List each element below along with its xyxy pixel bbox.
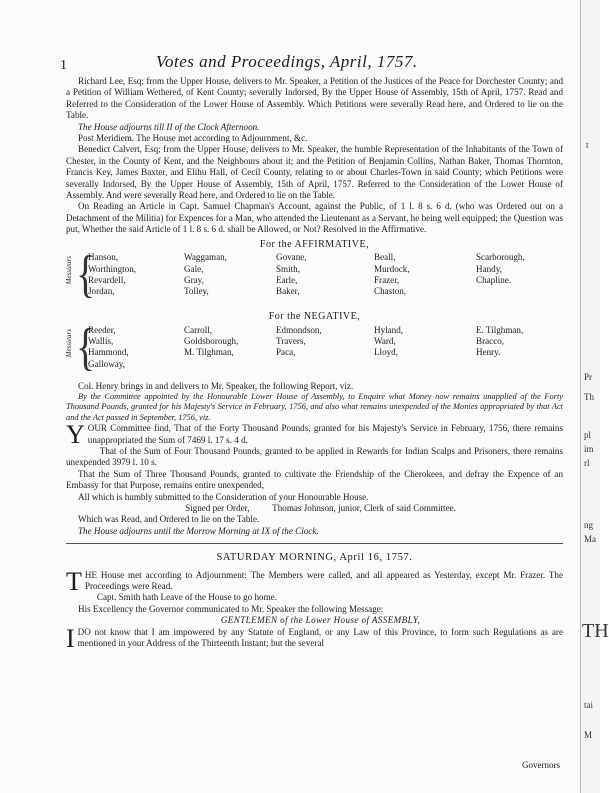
member-name: Handy,	[476, 263, 502, 274]
negative-heading: For the NEGATIVE,	[268, 311, 361, 323]
margin-fragment: tai	[584, 700, 593, 710]
member-name: Waggaman,	[184, 252, 227, 263]
name-column	[476, 252, 525, 286]
paragraph: Benedict Calvert, Esq; from the Upper House, delivers to Mr. Speaker, the humble Representation of the Inhabitants of the Town of Chester, in the County of Kent, and the Neighbours about it; and the Petition of Benjamin Collins, Nathan Baker, Thomas Thornton, Francis Key, James Baxter, and Elihu Hall, of Cecil County, relating to or about Charles-Town in said County; which Petitions were severally Indorsed, By the Upper House of Assembly, 15th of April, 1757. Referred to the Consideration of the Lower House of Assembly. And were severally Read here, and Ordered to lie on the Table.	[66, 144, 563, 201]
paragraph-text: OUR Committee find, That of the Forty Thousand Pounds, granted for his Majesty's Service in February, 1756, there remains unappropriated the Sum of 7469 l. 17 s. 4 d.	[87, 423, 563, 445]
member-name: Scarborough,	[476, 252, 525, 263]
member-name: Frazer,	[374, 274, 400, 285]
member-name: Jordan,	[88, 286, 115, 297]
drop-cap: Y	[66, 420, 85, 450]
member-name: E. Tilghman,	[476, 324, 524, 335]
margin-fragment: Pr	[584, 372, 593, 382]
member-name: Revardell,	[88, 274, 126, 285]
margin-fragment: Th	[584, 392, 594, 402]
paragraph-text: HE House met according to Adjournment: The Members were called, and all appeared as Yesterday, except Mr. Frazer. The Proceedings were Read.	[84, 569, 563, 591]
member-name: Tolley,	[184, 286, 209, 297]
member-name: Ward,	[374, 335, 396, 346]
margin-fragment: t	[586, 140, 589, 150]
paragraph: All which is humbly submitted to the Consideration of your Honourable House.	[78, 491, 369, 502]
member-name: M. Tilghman,	[184, 347, 234, 358]
paragraph: On Reading an Article in Capt. Samuel Chapman's Account, against the Public, of 1 l. 8 s. 6 d. (who was Ordered out on a Detachment of the Militia) for Expences for a Man, who attended the Lieutenant as a Servant, he being well equipped; the Question was put, Whether the said Article of 1 l. 8 s. 6 d. shall be Allowed, or Not? Resolved in the Affirmative.	[66, 201, 563, 235]
committee-intro: By the Committee appointed by the Honourable Lower House of Assembly, to Enquire what Money now remains unapplied of the Forty Thousand Pounds, granted for his Majesty's Service in February, 1756, and also what remains unexpended of the Monies appropriated by that Act and the Act passed in September, 1756, viz.	[66, 391, 563, 422]
paragraph: The House adjourns until the Morrow Morning at IX of the Clock.	[78, 525, 319, 536]
drop-cap: T	[66, 566, 82, 596]
paragraph	[66, 566, 563, 596]
member-name: Murdock,	[374, 263, 410, 274]
member-name: Worthington,	[88, 263, 137, 274]
member-name: Chapline.	[476, 274, 512, 285]
margin-fragment: pl	[584, 430, 592, 440]
member-name: Lloyd,	[374, 347, 398, 358]
member-name: Baker,	[276, 286, 300, 297]
name-column	[184, 252, 227, 298]
name-column	[276, 252, 307, 298]
member-name: Govane,	[276, 252, 307, 263]
paragraph: Which was Read, and Ordered to lie on the Table.	[78, 514, 260, 525]
member-name: Gray,	[184, 274, 204, 285]
adjacent-page-fragment	[580, 0, 609, 793]
signature-line: Signed per Order, Thomas Johnson, junior, Clerk of said Committee.	[185, 502, 456, 513]
paragraph: The House adjourns till II of the Clock Afternoon.	[78, 121, 260, 132]
member-name: Wallis,	[88, 335, 114, 346]
paragraph	[66, 420, 563, 450]
catchword: Governors	[522, 760, 560, 770]
margin-fragment: ng	[584, 520, 593, 530]
paragraph	[66, 623, 563, 653]
name-column	[276, 325, 322, 359]
member-name: Goldsborough,	[184, 335, 239, 346]
affirmative-heading: For the AFFIRMATIVE,	[259, 238, 370, 250]
paragraph: Richard Lee, Esq; from the Upper House, delivers to Mr. Speaker, a Petition of the Justices of the Peace for Dorchester County; and a Petition of William Wethered, of Kent County; severally Indorsed, By the Upper House of Assembly, 15th of April, 1757. Read and Referred to the Consideration of the Lower House of Assembly. Which Petitions were severally Read here, and Ordered to lie on the Table.	[66, 76, 563, 121]
paragraph: Post Meridiem. The House met according to Adjournment, &c.	[78, 133, 308, 144]
section-heading: SATURDAY MORNING, April 16, 1757.	[216, 552, 413, 564]
margin-fragment: M	[584, 730, 593, 740]
messieurs-label: Messieurs	[65, 256, 73, 285]
member-name: Gale,	[184, 263, 204, 274]
name-column	[476, 325, 523, 359]
member-name: Henry.	[476, 347, 501, 358]
drop-cap: I	[66, 623, 75, 653]
brace-icon: {	[76, 316, 96, 376]
page-number: 1	[60, 58, 68, 73]
page-body	[65, 76, 563, 653]
message-salutation: GENTLEMEN of the Lower House of ASSEMBLY,	[220, 615, 421, 626]
margin-fragment: Ma	[584, 534, 596, 544]
paragraph-text: DO not know that I am impowered by any Statute of England, or any Law of this Province, to form such Regulations as are mentioned in your Address of the Thirteenth Instant; but the several	[77, 626, 563, 649]
paragraph: That of the Sum of Four Thousand Pounds, granted to be applied in Rewards for Indian Scalps and Prisoners, there remains unexpended 3979 l. 10 s.	[66, 445, 563, 468]
paragraph: That the Sum of Three Thousand Pounds, granted to cultivate the Friendship of the Cherokees, and defray the Expence of an Embassy for that Purpose, remains entire unexpended,	[66, 468, 563, 491]
messieurs-label: Messieurs	[65, 328, 73, 357]
member-name: Reeder,	[88, 324, 116, 335]
member-name: Chaston,	[374, 286, 407, 297]
member-name: Smith,	[276, 263, 301, 274]
margin-fragment: TH	[582, 620, 609, 642]
margin-fragment: rl	[584, 458, 590, 468]
member-name: Galloway,	[88, 358, 126, 369]
page-edge	[580, 0, 581, 793]
name-column	[184, 325, 238, 359]
section-divider	[66, 543, 563, 544]
paragraph: His Excellency the Governor communicated to Mr. Speaker the following Message:	[78, 603, 384, 614]
member-name: Hyland,	[374, 324, 404, 335]
member-name: Hammond,	[88, 347, 129, 358]
name-column	[88, 325, 129, 371]
name-column	[374, 325, 403, 359]
margin-fragment: im	[584, 444, 594, 454]
member-name: Hanson,	[88, 252, 119, 263]
member-name: Beall,	[374, 252, 396, 263]
member-name: Travers,	[276, 335, 306, 346]
member-name: Carroll,	[184, 324, 213, 335]
name-column	[88, 252, 136, 298]
member-name: Paca,	[276, 347, 296, 358]
member-name: Earle,	[276, 274, 298, 285]
member-name: Bracco,	[476, 335, 505, 346]
name-column	[374, 252, 410, 298]
paragraph: Capt. Smith hath Leave of the House to go home.	[96, 592, 277, 603]
paragraph: Col. Henry brings in and delivers to Mr. Speaker, the following Report, viz.	[78, 380, 354, 391]
member-name: Edmondson,	[276, 324, 322, 335]
brace-icon: {	[76, 244, 96, 303]
running-title: Votes and Proceedings, April, 1757.	[156, 52, 418, 71]
